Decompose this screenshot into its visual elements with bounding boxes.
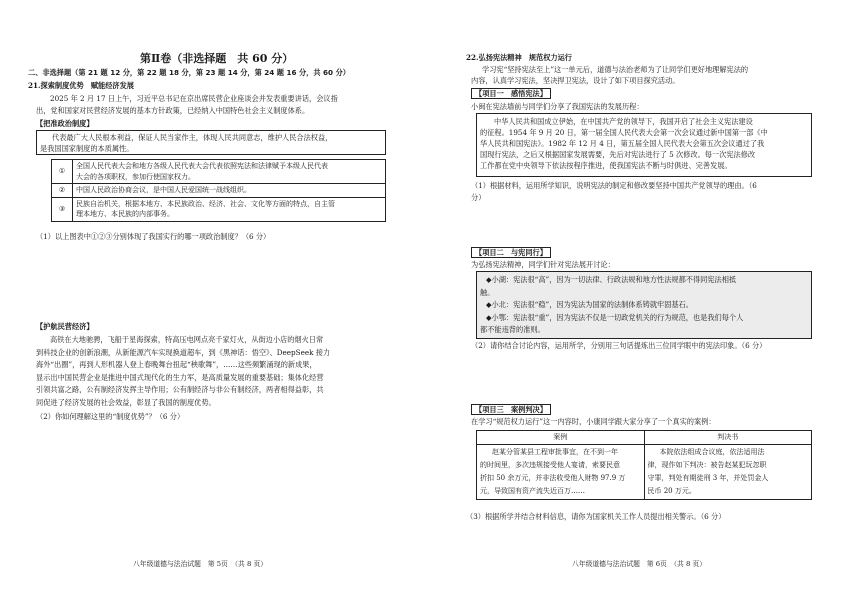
left-footer: 八年级道德与法治试题 第 5页 （共 8 页） [133,560,268,568]
verdict-header: 判决书 [644,431,812,445]
discussion-line: ◆小湖：宪法很“高”，因为一切法律、行政法规和地方性法规都不得同宪法相抵 [486,275,737,284]
case-line: 赵某分管某县工程审批事宜，在不到一年 [492,447,618,456]
paragraph-line: 海外“出圈”，再到人形机器人登上春晚舞台扭起“秧歌舞”，……这些频繁涌现的新成果， [36,360,317,369]
q22-intro-line-2: 内容，认真学习宪法，坚决捍卫宪法，设计了如下项目探究活动。 [471,76,680,85]
q21-intro-line-1: 2025 年 2 月 17 日上午，习近平总书记在京出席民营企业座谈会并发表重要讲话，会议指 [50,94,338,103]
discussion-line: ◆小鄂：宪法很“重”，因为宪法不仅是一切政党机关的行为规范，也是我们每个人 [486,312,744,322]
row-line: 理本地方、本民族的内部事务。 [76,210,174,218]
paragraph-line: 高铁在大地驰骋，飞船于星海探索，特高压电网点亮千家灯火，从街边小店的烟火日常 [50,335,324,344]
q21-question-1: （1）以上图表中①②③分别体现了我国实行的哪一项政治制度？（6 分） [36,232,271,241]
verdict-description [644,444,812,499]
paragraph-line: 同促进了经济发展的社会效益，彰显了我国的制度优势。 [36,397,216,407]
row-line: 民族自治机关，根据本地方、本民族政治、经济、社会、文化等方面的特点，自主管 [76,199,335,208]
quote-line: 工作都在党中央领导下依法按程序推进，使我国宪法不断与时俱进、完善发展。 [480,161,732,170]
sub1-quote-line-2: 是我国国家制度的本质属性。 [40,144,134,153]
q22-question-2: （2）请你结合讨论内容，运用所学，分别用三句话提炼出三位同学眼中的宪法印象。（6 分） [471,341,767,350]
row-line: 全国人民代表大会和地方各级人民代表大会代表依照宪法和法律赋予本级人民代表 [76,162,328,170]
quote-line: 国现行宪法，之后又根据国家发展需要，先后对宪法进行了 5 次修改。每一次宪法修改 [480,150,756,159]
q22-title: 22.弘扬宪法精神 规范权力运行 [466,53,572,62]
row-number: ① [52,160,73,184]
table-row [52,184,386,198]
q21-intro-line-2: 出，党和国家对民营经济发展的基本方针政策，已经纳入中国特色社会主义制度体系。 [36,106,310,115]
proj1-quote-box [476,113,812,177]
right-footer: 八年级道德与法治试题 第 6页 （共 8 页） [572,560,707,568]
sub1-quote-line-1: 代表最广大人民根本利益，保证人民当家作主，体现人民共同意志，维护人民合法权益， [52,133,333,142]
row-text [73,184,386,198]
table-row [52,160,386,184]
quote-line: 华人民共和国宪法》。1982 年 12 月 4 日，第五届全国人民代表大会第五次会议通过了我 [480,139,765,148]
row-number: ② [52,184,73,198]
page-title: 第Ⅱ卷（非选择题 共 60 分） [140,52,294,65]
q21-title: 21.探索制度优势 赋能经济发展 [28,81,134,90]
paragraph-line: 到科技企业的创新浪潮，从新能源汽车实现换道超车，到《黑神话：悟空》、DeepSeek 接力 [36,347,331,357]
q22-question-1: （1）根据材料，运用所学知识，说明宪法的制定和修改要坚持中国共产党领导的理由。（6 [471,181,757,190]
row-line: 中国人民政治协商会议，是中国人民爱国统一战线组织。 [76,186,251,194]
proj2-lead: 为弘扬宪法精神，同学们针对宪法展开讨论： [471,260,615,269]
q21-question-2: （2）你如何理解这里的“制度优势”？（6 分） [36,412,185,421]
discussion-line: ◆小北：宪法很“稳”，因为宪法为国家的法制体系铸就牢固基石。 [486,300,693,309]
row-line: 大会的各项职权，参加行使国家权力。 [76,172,195,181]
verdict-line: 民币 20 万元。 [647,486,696,495]
table-row [52,197,386,221]
case-line: 元，导致国有资产流失近百万…… [480,486,585,495]
verdict-line: 守罪，判处有期徒刑 3 年，并处罚金人 [647,473,769,482]
row-text [73,197,386,221]
case-line: 折扣 50 余万元，并非法收受他人财物 97.9 万 [480,473,626,482]
proj3-lead: 在学习“规范权力运行”这一内容时，小康同学跟大家分享了一个真实的案例： [471,417,716,426]
paragraph-line: 显示出中国民营企业是推进中国式现代化的生力军，是高质量发展的重要基础；集体化经营 [36,372,324,382]
case-header: 案例 [477,431,645,445]
case-table-header-row [477,431,812,445]
quote-line: 的征程。1954 年 9 月 20 日，第一届全国人民代表大会第一次会议通过新中国第一部《中 [480,128,768,137]
row-number: ③ [52,197,73,221]
system-table [51,159,386,222]
proj1-lead: 小闽在宪法墙前与同学们分享了我国宪法的发展历程： [471,102,644,111]
paragraph-line: 引领共富之路，公有制经济发挥主导作用；公有制经济与非公有制经济，两者相得益彰，共 [36,385,324,394]
discussion-line: 都不能违背的准则。 [480,325,545,334]
proj2-title: 【项目二 与宪同行】 [471,247,551,258]
sub1-quote-box [36,130,386,155]
q22-question-3: （3）根据所学并结合材料信息，请你为国家机关工作人员提出相关警示。（6 分） [466,512,726,521]
sub2-title: 【护航民营经济】 [36,322,94,331]
q22-question-1-cont: 分） [471,193,486,202]
quote-line: 中华人民共和国成立伊始，在中国共产党的领导下，我国开启了社会主义宪法建设 [494,117,753,126]
case-table [476,430,812,500]
section-header: 二、非选择题（第 21 题 12 分，第 22 题 18 分，第 23 题 14 分，第 24 题 16 分，共 60 分） [28,68,350,77]
sub1-title: 【把准政治制度】 [36,119,94,128]
proj2-discussion-box [476,271,812,339]
proj3-title: 【项目三 案例判决】 [471,404,551,415]
row-text [73,160,386,184]
case-line: 的时间里，多次违规接受他人宴请，索要民意 [480,460,620,469]
sub2-paragraph [36,334,390,409]
proj1-title: 【项目一 感悟宪法】 [471,88,551,99]
verdict-line: 律，现作如下判决：被告赵某犯玩忽职 [647,460,767,469]
q22-intro-line-1: 学习宪“坚持宪法至上”这一单元后，道德与法治老师为了让同学们更好地理解宪法的 [482,65,749,74]
case-description [477,444,645,499]
verdict-line: 本院依法组成合议庭，依法适用法 [659,447,765,456]
case-table-row [477,444,812,499]
discussion-line: 触。 [480,287,495,297]
